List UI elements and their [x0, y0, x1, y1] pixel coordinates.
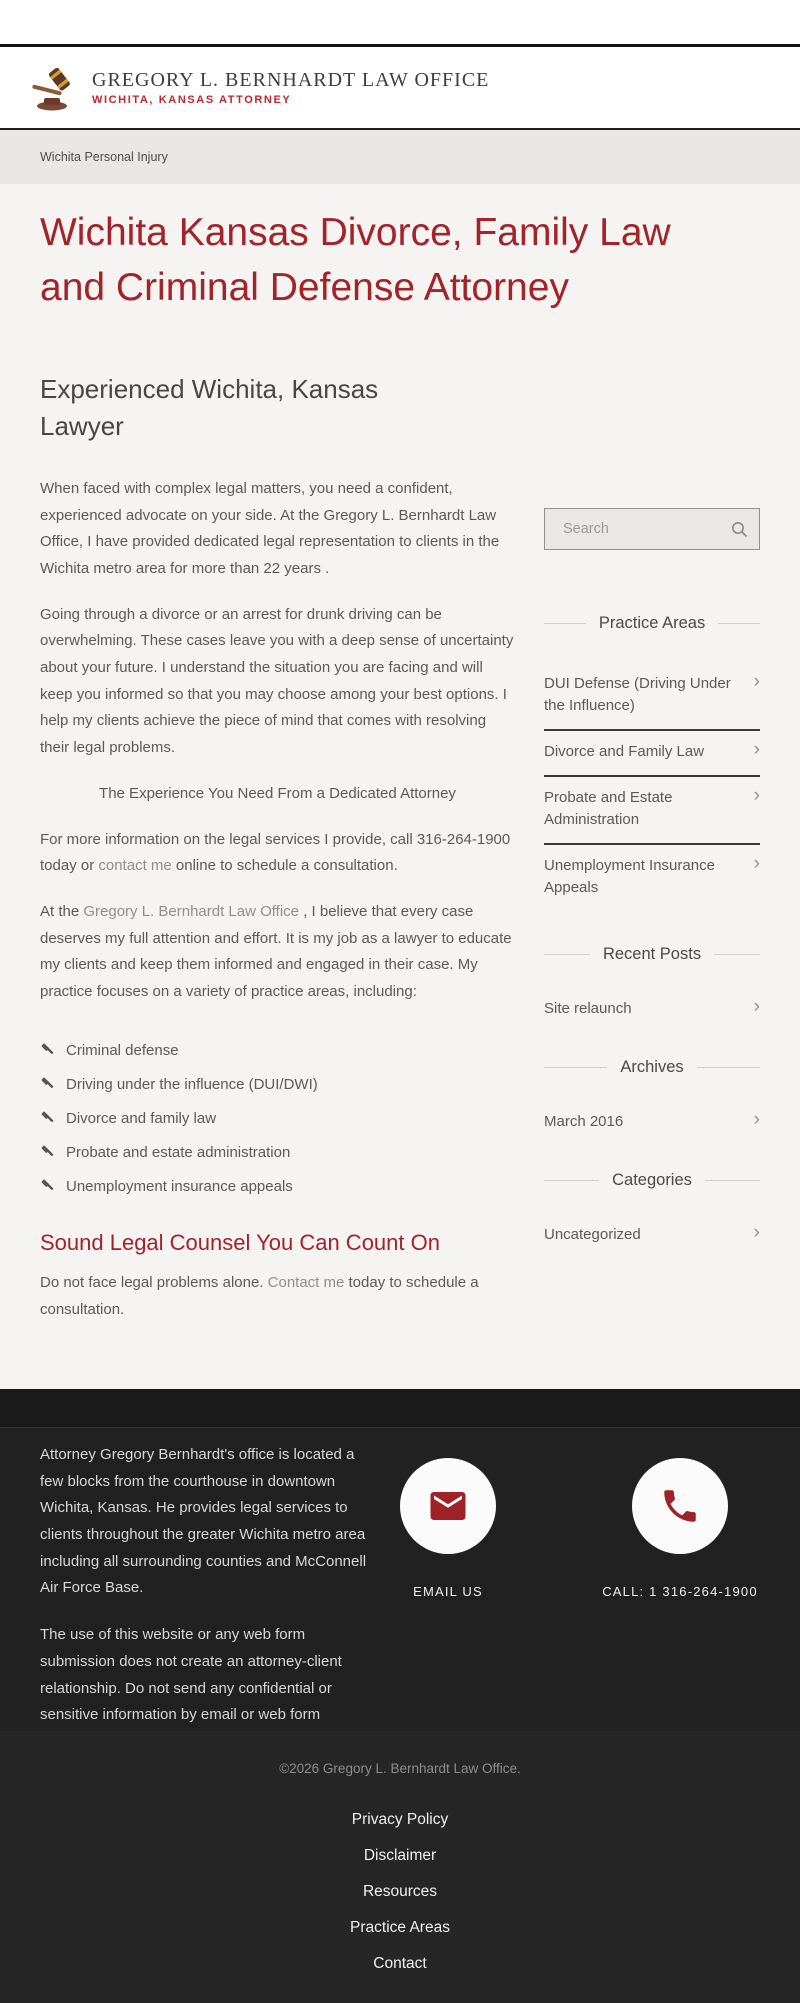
list-item — [40, 1102, 515, 1136]
list-item-label: Divorce and family law — [66, 1110, 217, 1128]
chevron-right-icon: › — [753, 1222, 760, 1244]
brand-subtitle: WICHITA, KANSAS ATTORNEY — [92, 94, 292, 106]
paragraph-tagline: The Experience You Need From a Dedicated Attorney — [99, 784, 456, 802]
sidebar-heading-label: Categories — [612, 1171, 692, 1190]
brand-text[interactable] — [92, 69, 489, 106]
top-whitespace — [0, 0, 800, 44]
sidebar-item-dui-defense[interactable] — [544, 663, 760, 731]
footer-bottom-bar — [0, 1731, 800, 2003]
envelope-icon — [427, 1485, 469, 1527]
heading-rule — [544, 954, 590, 955]
chevron-right-icon: › — [753, 671, 760, 692]
sidebar-heading-label: Practice Areas — [598, 614, 706, 632]
sidebar-item-label: Divorce and Family Law — [544, 743, 705, 761]
footer-menu — [0, 1802, 800, 1982]
sidebar-heading-archives — [544, 1058, 760, 1077]
contact-me-link[interactable]: contact me — [98, 857, 172, 875]
copyright-text: ©2026 Gregory L. Bernhardt Law Office. — [279, 1761, 521, 1776]
section-heading: Experienced Wichita, Kansas Lawyer — [40, 374, 379, 441]
email-button[interactable] — [400, 1458, 496, 1554]
sidebar-item-uncategorized[interactable] — [544, 1214, 760, 1258]
call-button[interactable] — [632, 1458, 728, 1554]
breadcrumb: Wichita Personal Injury — [40, 150, 168, 164]
footer-link-practice-areas[interactable]: Practice Areas — [350, 1919, 450, 1936]
footer-link-resources[interactable]: Resources — [362, 1883, 438, 1900]
sidebar-item-label: March 2016 — [544, 1113, 624, 1131]
article-column — [40, 371, 515, 1324]
sidebar-item-probate-estate[interactable] — [544, 777, 760, 845]
chevron-right-icon: › — [753, 1109, 760, 1131]
call-contact-block — [600, 1458, 760, 1731]
law-office-link[interactable]: Gregory L. Bernhardt Law Office — [83, 902, 300, 920]
gavel-icon — [40, 1179, 55, 1194]
practice-bullet-list — [40, 1034, 515, 1204]
footer-link-disclaimer[interactable]: Disclaimer — [363, 1847, 437, 1864]
sidebar-item-label: Unemployment Insurance Appeals — [544, 857, 715, 897]
email-contact-block — [368, 1458, 528, 1731]
text-segment: For more information on the legal services I provide, call 316-264-1900 today or — [40, 830, 511, 875]
heading-rule — [544, 1180, 599, 1181]
paragraph-call — [40, 827, 515, 880]
list-item-label: Driving under the influence (DUI/DWI) — [66, 1076, 318, 1094]
sidebar-item-march-2016[interactable] — [544, 1101, 760, 1145]
list-item-label: Probate and estate administration — [66, 1144, 291, 1162]
chevron-right-icon: › — [753, 853, 760, 875]
list-item-label: Unemployment insurance appeals — [66, 1178, 293, 1196]
footer-top-strip — [0, 1389, 800, 1428]
search-box — [544, 508, 760, 550]
heading-rule — [697, 1067, 760, 1068]
list-item — [40, 1136, 515, 1170]
footer — [0, 1428, 800, 1731]
heading-rule — [544, 623, 586, 624]
sidebar — [544, 508, 760, 1258]
paragraph-closing — [40, 1270, 515, 1323]
gavel-icon — [40, 1145, 55, 1160]
search-input[interactable] — [545, 509, 759, 549]
phone-icon — [659, 1485, 701, 1527]
gavel-icon — [40, 1111, 55, 1126]
list-item — [40, 1170, 515, 1204]
sidebar-heading-categories — [544, 1171, 760, 1190]
chevron-right-icon: › — [753, 996, 760, 1018]
paragraph-office — [40, 899, 515, 1006]
sidebar-heading-label: Archives — [620, 1058, 684, 1077]
site-header — [0, 47, 800, 130]
sidebar-item-unemployment-appeals[interactable] — [544, 845, 760, 911]
sidebar-item-site-relaunch[interactable] — [544, 988, 760, 1032]
sidebar-item-label: Probate and Estate Administration — [544, 789, 673, 829]
heading-rule — [705, 1180, 760, 1181]
gavel-logo-icon[interactable] — [30, 64, 82, 112]
email-label: EMAIL US — [413, 1584, 483, 1599]
closing-heading: Sound Legal Counsel You Can Count On — [40, 1229, 440, 1255]
list-item — [40, 1034, 515, 1068]
footer-paragraph-location: Attorney Gregory Bernhardt's office is located a few blocks from the courthouse in downtown Wichita, Kansas. He provides legal services to clients throughout the greater Wichita metro area including all surrounding counties and McConnell Air Force Base. — [40, 1446, 367, 1597]
practice-areas-list — [544, 663, 760, 911]
paragraph-overwhelming: Going through a divorce or an arrest for drunk driving can be overwhelming. These cases leave you with a deep sense of uncertainty about your future. I understand the situation you are facing and will keep you informed so that you may choose among your best options. I help my clients achieve the piece of mind that comes with resolving their legal problems. — [40, 605, 514, 757]
footer-link-contact[interactable]: Contact — [373, 1955, 427, 1972]
breadcrumb-bar — [0, 130, 800, 184]
gavel-icon — [40, 1043, 55, 1058]
chevron-right-icon: › — [753, 739, 760, 761]
footer-paragraph-disclaimer: The use of this website or any web form submission does not create an attorney-client relationship. Do not send any confidential or sensitive information by email or web form — [40, 1626, 342, 1724]
paragraph-intro: When faced with complex legal matters, you need a confident, experienced advocate on your side. At the Gregory L. Bernhardt Law Office, I have provided dedicated legal representation to clients in the Wichita metro area for more than 22 years . — [40, 479, 500, 578]
sidebar-item-divorce-family-law[interactable] — [544, 731, 760, 777]
heading-rule — [718, 623, 760, 624]
brand-title: GREGORY L. BERNHARDT LAW OFFICE — [92, 69, 490, 91]
footer-text-block — [40, 1442, 368, 1731]
gavel-icon — [40, 1077, 55, 1092]
sidebar-heading-practice-areas — [544, 614, 760, 633]
heading-rule — [544, 1067, 607, 1068]
page-title: Wichita Kansas Divorce, Family Law and Criminal Defense Attorney — [40, 211, 671, 309]
text-segment: , I believe that every case deserves my full attention and effort. It is my job as a lawyer to educate my clients and keep them informed and engaged in their case. My practice focuses on a variety of practice areas, including: — [40, 902, 512, 1000]
main-content — [0, 184, 800, 1389]
sidebar-item-label: Site relaunch — [544, 1000, 632, 1018]
list-item — [40, 1068, 515, 1102]
text-segment: Do not face legal problems alone. — [40, 1274, 268, 1292]
chevron-right-icon: › — [753, 785, 760, 807]
list-item-label: Criminal defense — [66, 1042, 179, 1060]
heading-rule — [714, 954, 760, 955]
sidebar-heading-recent-posts — [544, 945, 760, 964]
text-segment: At the — [40, 902, 84, 920]
contact-me-link[interactable]: Contact me — [267, 1274, 345, 1292]
text-segment: online to schedule a consultation. — [171, 857, 398, 875]
search-icon[interactable] — [731, 521, 748, 538]
footer-contacts — [368, 1442, 760, 1731]
sidebar-item-label: DUI Defense (Driving Under the Influence) — [544, 675, 731, 715]
sidebar-heading-label: Recent Posts — [602, 945, 702, 964]
sidebar-item-label: Uncategorized — [544, 1226, 641, 1244]
call-label: CALL: 1 316-264-1900 — [602, 1584, 758, 1599]
text-segment: today to schedule a consultation. — [40, 1274, 479, 1319]
footer-link-privacy-policy[interactable]: Privacy Policy — [351, 1811, 449, 1828]
